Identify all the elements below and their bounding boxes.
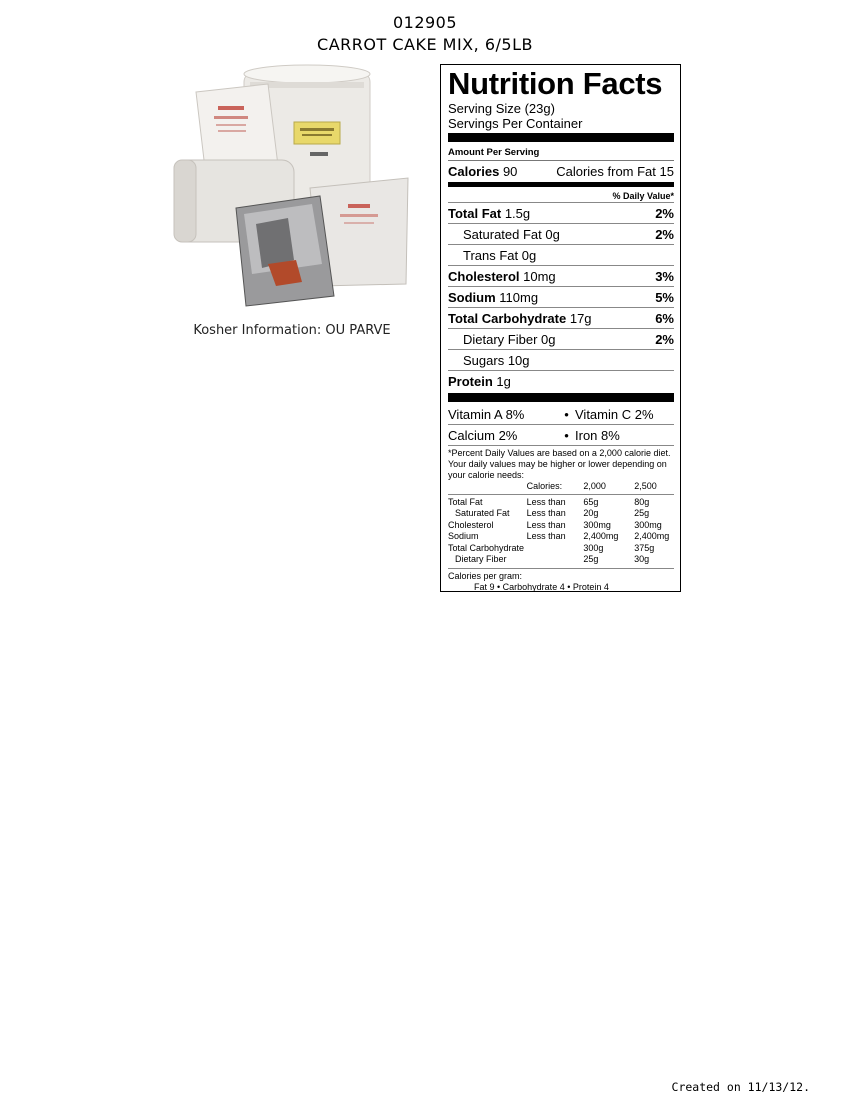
- calories-fat-label: Calories from Fat: [556, 163, 656, 179]
- thick-divider: [448, 133, 674, 142]
- table-row: [448, 508, 674, 520]
- table-row: [448, 520, 674, 532]
- table-cell: Cholesterol: [448, 519, 494, 530]
- nutrient-label: Sugars: [463, 352, 505, 368]
- table-cell: 300mg: [634, 519, 662, 530]
- nutrient-value: 1g: [496, 373, 511, 389]
- mineral-row: [448, 424, 674, 445]
- table-cell: Less than: [526, 519, 566, 530]
- table-row: [448, 497, 674, 509]
- table-cell: 80g: [634, 496, 650, 507]
- table-cell: Dietary Fiber: [455, 554, 507, 564]
- product-header: [0, 12, 850, 56]
- table-cell: 65g: [583, 496, 599, 507]
- nutrient-value: 110mg: [499, 289, 539, 305]
- table-cell: 25g: [583, 554, 599, 564]
- daily-value-header: % Daily Value*: [448, 189, 674, 203]
- table-cell: [527, 554, 584, 566]
- nutrient-value: 10g: [507, 352, 530, 368]
- nutrient-row-sugars: [448, 349, 674, 370]
- calcium: Calcium 2%: [448, 427, 518, 443]
- table-cell: Less than: [526, 508, 566, 518]
- table-cell: Saturated Fat: [455, 508, 510, 518]
- nutrient-row-sodium: [448, 286, 674, 307]
- kosher-info: Kosher Information: OU PARVE: [193, 323, 391, 338]
- nutrient-row-trans-fat: [448, 244, 674, 265]
- calories-row: [448, 161, 674, 181]
- nutrient-row-total-fat: [448, 203, 674, 223]
- table-cell: Total Fat: [448, 496, 483, 507]
- nutrient-value: 17g: [569, 310, 592, 326]
- table-row: [448, 531, 674, 543]
- amount-per-serving: Amount Per Serving: [448, 144, 674, 161]
- nutrient-row-total-carbohydrate: [448, 307, 674, 328]
- item-name: CARROT CAKE MIX, 6/5LB: [317, 35, 533, 54]
- calories-per-gram: [448, 568, 674, 594]
- nutrient-label: Cholesterol: [448, 268, 520, 284]
- vitamin-row: [448, 404, 674, 424]
- table-cell: Less than: [526, 496, 566, 507]
- iron: Iron 8%: [575, 427, 620, 443]
- nutrient-dv: 5%: [655, 289, 674, 305]
- nutrient-label: Total Fat: [448, 205, 502, 221]
- nutrition-facts-panel: [440, 64, 681, 592]
- daily-value-table: [448, 481, 674, 566]
- nutrient-label: Total Carbohydrate: [448, 310, 567, 326]
- calories-fat-value: 15: [659, 163, 674, 179]
- table-cell: 300g: [583, 542, 604, 553]
- table-cell: Less than: [526, 531, 566, 541]
- table-cell: 30g: [634, 554, 650, 564]
- table-row: [448, 554, 674, 566]
- nutrient-dv: 2%: [655, 226, 674, 242]
- table-cell: Calories:: [526, 481, 563, 491]
- table-cell: Sodium: [448, 531, 479, 541]
- nutrient-label: Sodium: [448, 289, 496, 305]
- created-date: Created on 11/13/12.: [671, 1080, 810, 1094]
- table-cell: 2,500: [634, 481, 657, 491]
- table-cell: 2,000: [583, 481, 606, 491]
- product-photo: [172, 64, 410, 308]
- medium-divider: [448, 182, 674, 187]
- calories-label: Calories: [448, 163, 500, 179]
- table-cell: 375g: [634, 542, 655, 553]
- nutrient-value: 0g: [545, 226, 560, 242]
- thick-divider: [448, 393, 674, 402]
- nutrient-value: 0g: [521, 247, 537, 263]
- nutrient-label: Dietary Fiber: [463, 331, 538, 347]
- nutrient-dv: 6%: [655, 310, 674, 326]
- table-cell: 2,400mg: [583, 531, 619, 541]
- item-code: 012905: [392, 13, 458, 32]
- nutrient-value: 10mg: [523, 268, 556, 284]
- bullet-icon: •: [564, 427, 569, 443]
- nutrient-label: Protein: [448, 373, 493, 389]
- table-cell: 2,400mg: [634, 531, 670, 541]
- bullet-icon: •: [564, 406, 569, 422]
- table-row: [448, 543, 674, 555]
- calories-value: 90: [502, 163, 518, 179]
- nutrient-row-protein: [448, 370, 674, 391]
- nutrient-label: Trans Fat: [463, 247, 519, 263]
- nutrient-dv: 3%: [655, 268, 674, 284]
- nutrition-title: Nutrition Facts: [448, 66, 663, 101]
- table-cell: 20g: [583, 508, 599, 518]
- vitamin-a: Vitamin A 8%: [448, 406, 525, 422]
- table-header: [448, 481, 674, 495]
- table-cell: 25g: [634, 508, 650, 518]
- table-cell: 300mg: [583, 519, 611, 530]
- nutrient-value: 0g: [541, 331, 556, 347]
- calories-per-gram-values: Fat 9 • Carbohydrate 4 • Protein 4: [474, 582, 609, 592]
- nutrient-dv: 2%: [655, 205, 674, 221]
- nutrient-value: 1.5g: [504, 205, 531, 221]
- calories-per-gram-label: Calories per gram:: [448, 570, 523, 581]
- table-cell: [448, 481, 527, 493]
- nutrient-dv: 2%: [655, 331, 674, 347]
- nutrient-label: Saturated Fat: [463, 226, 542, 242]
- daily-value-footnote: *Percent Daily Values are based on a 2,000 calorie diet. Your daily values may be higher or lower depending on your calorie needs:: [448, 445, 674, 481]
- table-cell: Total Carbohydrate: [448, 542, 525, 553]
- nutrient-row-saturated-fat: [448, 223, 674, 244]
- nutrient-row-cholesterol: [448, 265, 674, 286]
- serving-size: Serving Size (23g): [448, 101, 555, 116]
- servings-per-container: Servings Per Container: [448, 116, 583, 131]
- nutrient-row-dietary-fiber: [448, 328, 674, 349]
- vitamin-c: Vitamin C 2%: [575, 406, 654, 422]
